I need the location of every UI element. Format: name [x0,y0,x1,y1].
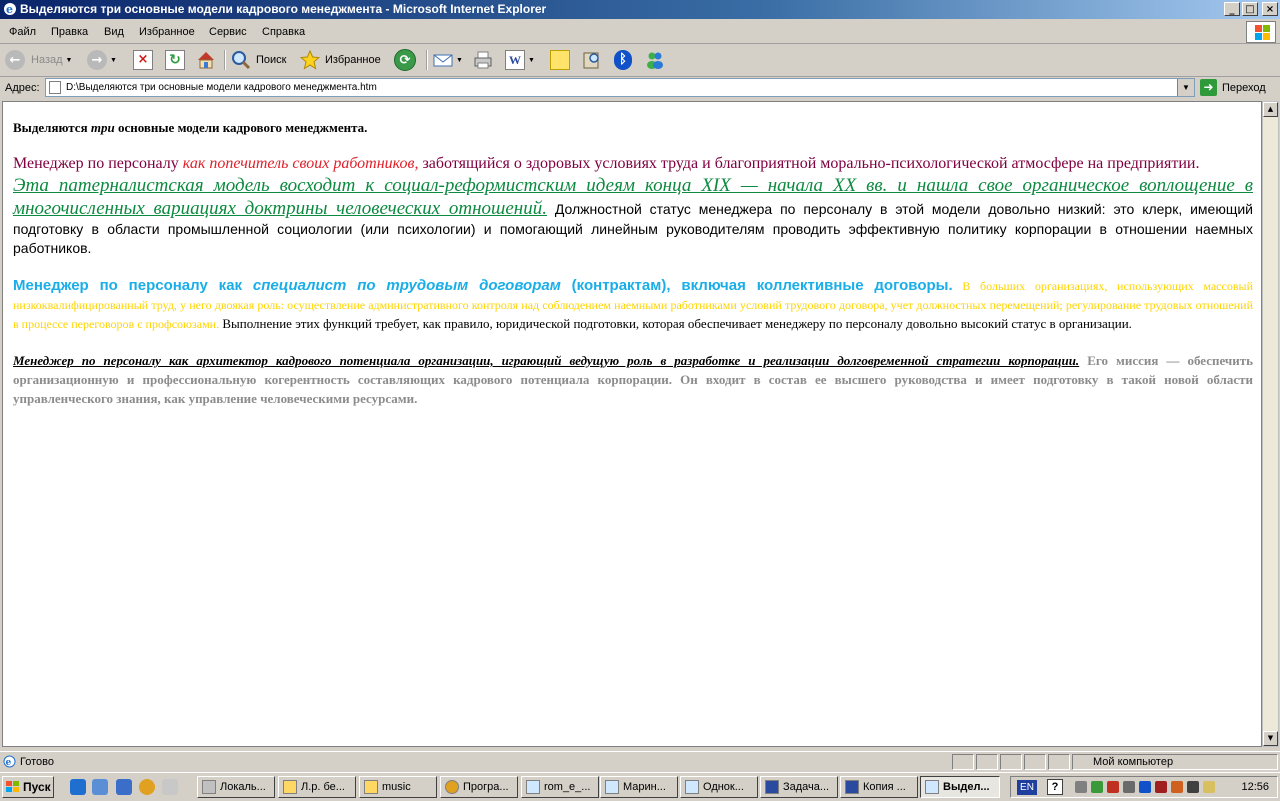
menu-tools[interactable]: Сервис [209,26,247,38]
task-label: Задача... [783,781,830,793]
monitor-icon[interactable] [1091,781,1103,793]
task-button[interactable] [197,776,275,798]
task-label: rom_e_... [544,781,591,793]
messenger-icon [645,50,665,70]
favorites-label: Избранное [325,54,381,66]
pen-icon[interactable] [1203,781,1215,793]
close-button[interactable]: × [1262,2,1278,16]
tray-app-icon[interactable] [1171,781,1183,793]
page-heading [13,120,1253,136]
title-bar[interactable] [0,0,1280,19]
p3-text: Выполнение этих функций требует, как правило, юридической подготовки, которая обеспечивает менеджеру по персоналу довольно высокий статус в организации. [219,316,1132,331]
p3-heading: Менеджер по персоналу как [13,277,253,294]
status-text: Готово [20,756,54,768]
task-button[interactable] [600,776,678,798]
drive-icon [202,780,216,794]
menu-help[interactable]: Справка [262,26,306,38]
ie-page-icon [925,780,939,794]
p1-text: заботящийся о здоровых условиях труда и благоприятной морально-психологической атмосфере на предприятии. [418,155,1200,172]
mail-icon [433,50,453,70]
forward-button[interactable] [87,48,117,72]
ie-logo-icon [3,2,17,16]
address-bar [0,77,1280,99]
address-url[interactable]: D:\Выделяются три основные модели кадрового менеджмента.htm [66,82,377,93]
bluetooth-icon: ᛒ [614,50,632,70]
vertical-scrollbar[interactable] [1262,101,1279,747]
chevron-quicklaunch-icon[interactable] [162,779,178,795]
bluetooth-button[interactable] [614,48,632,72]
start-label: Пуск [23,780,51,794]
search-button[interactable] [231,48,286,72]
shield-icon[interactable] [1155,781,1167,793]
discuss-button[interactable] [550,48,570,72]
maximize-button[interactable]: □ [1242,2,1258,16]
network-icon[interactable] [1075,781,1087,793]
refresh-icon: ↻ [165,50,185,70]
research-icon [581,50,601,70]
paragraph-1 [13,153,1253,174]
research-button[interactable] [581,48,601,72]
paragraph-3 [13,276,1253,333]
help-icon[interactable]: ? [1047,779,1063,795]
stop-button[interactable] [133,48,153,72]
forward-arrow-icon: → [87,50,107,70]
home-button[interactable] [196,48,216,72]
chevron-down-icon: ▼ [110,56,117,64]
task-label: Локаль... [220,781,266,793]
home-icon [196,50,216,70]
status-bar [0,751,1280,772]
edit-button[interactable] [505,48,535,72]
go-label: Переход [1222,81,1266,94]
menu-favorites[interactable]: Избранное [139,26,195,38]
p4-text: Его миссия — обеспечить организационную и профессиональную когерентность составляющих кадрового потенциала корпорации. Он входит в состав ее высшего руководства и имеет подготовку в такой новой области управленческого знания, как управление человеческими ресурсами. [13,353,1253,406]
menu-view[interactable]: Вид [104,26,124,38]
history-icon: ⟳ [394,49,416,71]
scroll-down-button[interactable]: ▼ [1263,731,1278,746]
back-label: Назад [31,54,63,66]
word-doc-icon [765,780,779,794]
ie-page-icon [685,780,699,794]
printer-icon [473,50,493,70]
task-button[interactable] [521,776,599,798]
language-indicator[interactable]: EN [1017,780,1037,795]
back-button[interactable] [5,48,72,72]
task-label: Програ... [463,781,509,793]
back-arrow-icon: ← [5,50,25,70]
go-button[interactable] [1200,78,1266,97]
windows-flag-icon [6,781,20,793]
program-icon [445,780,459,794]
word-icon: W [505,50,525,70]
security-zone: Мой компьютер [1093,756,1174,768]
heading-part: основные модели кадрового менеджмента. [114,120,368,135]
media-quicklaunch-icon[interactable] [139,779,155,795]
stop-icon: × [133,50,153,70]
note-icon [550,50,570,70]
address-input[interactable] [45,78,1195,97]
paragraph-2 [13,174,1253,258]
taskbar [0,772,1280,801]
minimize-button[interactable]: _ [1224,2,1240,16]
chevron-down-icon[interactable]: ▼ [1177,79,1194,96]
windows-logo-icon [1246,21,1276,43]
task-label: Л.р. бе... [301,781,345,793]
favorites-button[interactable] [300,48,381,72]
antivirus-icon[interactable] [1107,781,1119,793]
p3-heading: (контрактам), включая коллективные договоры. [560,277,953,294]
outlook-quicklaunch-icon[interactable] [92,779,108,795]
task-button-active[interactable] [920,776,1000,798]
volume-icon[interactable] [1187,781,1199,793]
folder-icon [364,780,378,794]
task-button[interactable] [359,776,437,798]
p3-heading-emphasis: специалист по трудовым договорам [252,277,561,294]
task-label: music [382,781,411,793]
chevron-down-icon: ▼ [528,56,535,64]
folder-icon [283,780,297,794]
task-label: Выдел... [943,781,990,793]
chevron-down-icon: ▼ [456,56,463,64]
task-button[interactable] [680,776,758,798]
mail-button[interactable] [433,48,463,72]
address-label: Адрес: [5,82,40,94]
refresh-button[interactable] [165,48,185,72]
document [13,120,1253,408]
word-doc-icon [845,780,859,794]
svg-text:e: e [6,3,13,16]
task-button[interactable] [840,776,918,798]
task-button[interactable] [760,776,838,798]
print-button[interactable] [473,48,493,72]
desktop-quicklaunch-icon[interactable] [116,779,132,795]
task-button[interactable] [278,776,356,798]
paragraph-4 [13,351,1253,408]
heading-emphasis: три [90,120,115,135]
p2-emphasis: Эта патерналистская модель восходит к социал-реформистским идеям конца XIX — начала XX вв. и нашла свое органическое воплощение в многочисленных вариациях доктрины человеческих отношений. [13,175,1253,219]
system-tray [1010,776,1278,798]
ie-page-icon [526,780,540,794]
page-icon [49,81,61,94]
ie-page-icon [3,755,16,768]
menu-edit[interactable]: Правка [51,26,89,38]
search-label: Поиск [256,54,287,66]
svg-text:e: e [5,758,12,768]
heading-part: Выделяются [13,120,91,135]
scroll-up-button[interactable]: ▲ [1263,102,1278,117]
p3-yellow-text: В больших организациях, использующих массовый низкоквалифицированный труд, у него двоякая роль: осуществление административного контроля над соблюдением наемными работниками условий трудового договора, учет должностных перемещений; регулирование трудовых отношений в процессе переговоров с профсоюзами. [13,279,1253,331]
go-arrow-icon: ➜ [1200,79,1217,96]
ie-page-icon [605,780,619,794]
history-button[interactable] [394,48,416,72]
p2-text: Должностной статус менеджера по персоналу в этой модели довольно низкий: это клерк, имеющий подготовку в области промышленной социологии (или психологии) и помогающий линейным руководителям проводить эффективную политику корпорации в отношении наемных работников. [13,201,1254,256]
start-button[interactable] [2,776,54,798]
settings-icon[interactable] [1123,781,1135,793]
task-label: Марин... [623,781,666,793]
ie-quicklaunch-icon[interactable] [70,779,86,795]
page-content[interactable] [2,101,1262,747]
task-label: Однок... [703,781,744,793]
menu-file[interactable]: Файл [9,26,37,38]
window-title: Выделяются три основные модели кадрового менеджмента - Microsoft Internet Explorer [20,2,547,16]
p1-text: Менеджер по персоналу [13,155,183,172]
chevron-down-icon: ▼ [65,56,73,64]
task-label: Копия ... [863,781,906,793]
menu-bar [0,20,1280,44]
toolbar [0,44,1280,77]
clock: 12:56 [1241,781,1269,793]
star-icon [300,50,320,70]
search-icon [231,50,251,70]
task-button[interactable] [440,776,518,798]
p1-emphasis: как попечитель своих работников, [182,155,419,172]
messenger-button[interactable] [645,48,665,72]
bluetooth-icon[interactable] [1139,781,1151,793]
p4-heading: Менеджер по персоналу как архитектор кадрового потенциала организации, играющий ведущую роль в разработке и реализации долговременной стратегии корпорации. [13,353,1080,368]
